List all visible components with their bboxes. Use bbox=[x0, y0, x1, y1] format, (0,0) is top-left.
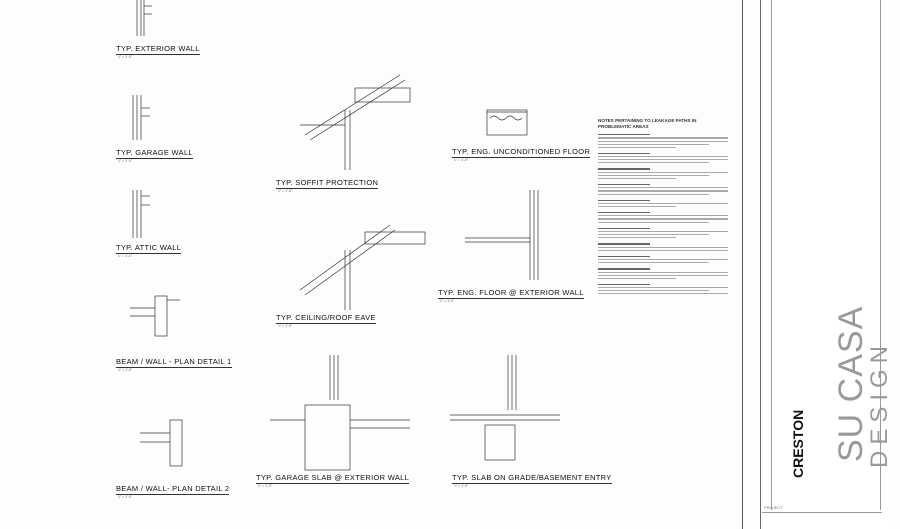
eng-floor-exterior-detail bbox=[465, 190, 538, 280]
notes-block bbox=[598, 118, 728, 296]
scale-ceiling-roof: 1" = 1'-0" bbox=[278, 324, 293, 328]
label-attic-wall: TYP. ATTIC WALL bbox=[116, 243, 182, 252]
label-garage-slab: TYP. GARAGE SLAB @ EXTERIOR WALL bbox=[256, 473, 410, 482]
scale-exterior-wall: 1" = 1'-0" bbox=[118, 55, 133, 59]
scale-soffit: 1" = 1'-0" bbox=[278, 189, 293, 193]
sheet-border bbox=[742, 0, 743, 529]
project-field-label: PROJECT bbox=[764, 505, 783, 510]
attic-wall-detail bbox=[133, 190, 150, 238]
label-ceiling-roof: TYP. CEILING/ROOF EAVE bbox=[276, 313, 376, 322]
label-garage-wall: TYP. GARAGE WALL bbox=[116, 148, 193, 157]
garage-slab-detail bbox=[270, 355, 410, 470]
slab-on-grade-detail bbox=[450, 355, 560, 460]
scale-eng-floor-exterior: 1" = 1'-0" bbox=[440, 299, 455, 303]
beam-wall-plan-2-detail bbox=[140, 420, 182, 466]
scale-attic-wall: 1" = 1'-0" bbox=[118, 254, 133, 258]
scale-beam-wall-2: 1" = 1'-0" bbox=[118, 495, 133, 499]
label-soffit: TYP. SOFFIT PROTECTION bbox=[276, 178, 379, 187]
notes-title: NOTES PERTAINING TO LEAKAGE PATHS IN PROBLEMATIC AREAS bbox=[598, 118, 697, 129]
project-field-line bbox=[762, 512, 882, 513]
label-exterior-wall: TYP. EXTERIOR WALL bbox=[116, 44, 200, 53]
soffit-detail bbox=[300, 75, 410, 170]
scale-unconditioned-floor: 1" = 1'-0" bbox=[454, 158, 469, 162]
project-name: CRESTON bbox=[790, 409, 806, 478]
scale-garage-slab: 1" = 1'-0" bbox=[258, 484, 273, 488]
scale-garage-wall: 1" = 1'-0" bbox=[118, 159, 133, 163]
scale-slab-grade: 1" = 1'-0" bbox=[454, 484, 469, 488]
label-beam-wall-1: BEAM / WALL - PLAN DETAIL 1 bbox=[116, 357, 232, 366]
label-beam-wall-2: BEAM / WALL- PLAN DETAIL 2 bbox=[116, 484, 230, 493]
scale-beam-wall-1: 1" = 1'-0" bbox=[118, 368, 133, 372]
label-eng-floor-exterior: TYP. ENG. FLOOR @ EXTERIOR WALL bbox=[438, 288, 584, 297]
label-unconditioned-floor: TYP. ENG. UNCONDITIONED FLOOR bbox=[452, 147, 591, 156]
unconditioned-floor-detail bbox=[487, 110, 527, 135]
brand-subtitle: DESIGN bbox=[866, 339, 893, 468]
notes-body bbox=[598, 134, 728, 294]
garage-wall-detail bbox=[133, 95, 150, 140]
brand-logo: SU CASA bbox=[832, 305, 870, 462]
beam-wall-plan-1-detail bbox=[130, 296, 180, 336]
exterior-wall-detail bbox=[137, 0, 152, 36]
label-slab-grade: TYP. SLAB ON GRADE/BASEMENT ENTRY bbox=[452, 473, 612, 482]
ceiling-roof-eave-detail bbox=[300, 225, 425, 310]
